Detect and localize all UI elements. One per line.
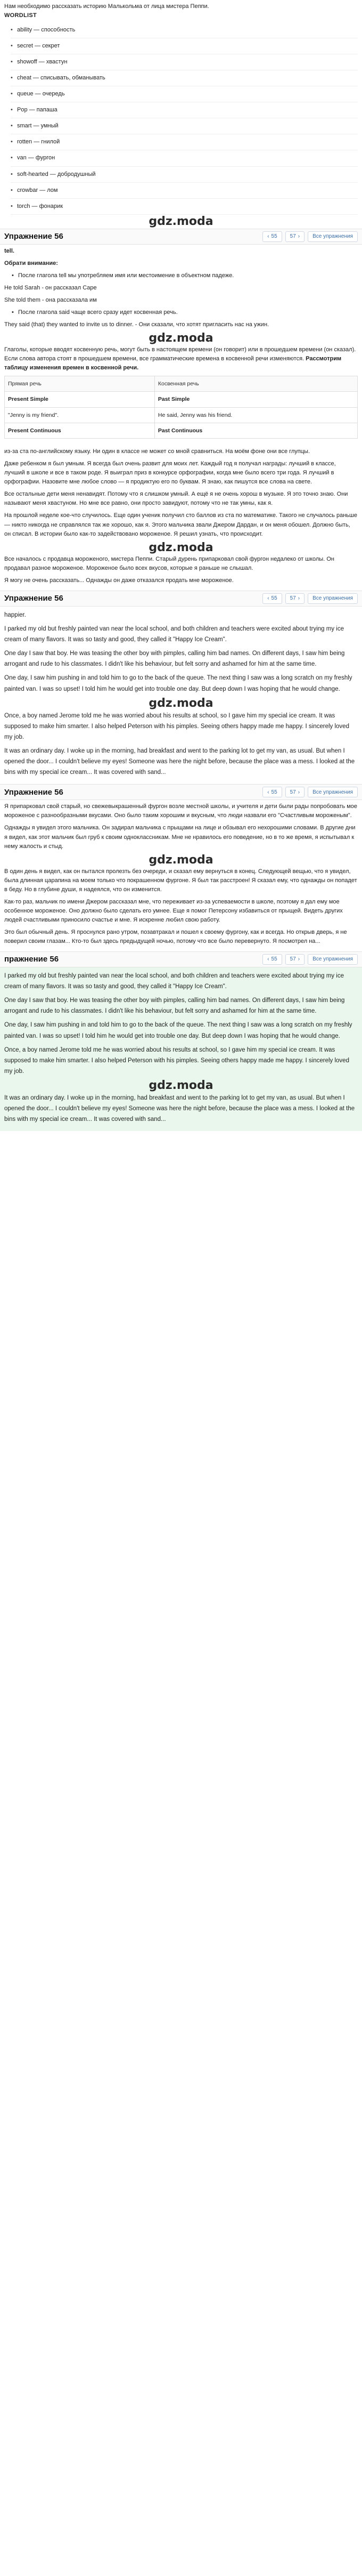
chevron-left-icon: ‹ bbox=[267, 595, 269, 601]
table-row bbox=[5, 392, 358, 407]
paragraph: One day, I saw him pushing in and told him to go to the back of the queue. The next thing I saw was a long scratch on my freshly painted van. I was so upset! I told him he would get into trouble one day. But deep down I was hoping that he would change. bbox=[4, 1022, 352, 1039]
intro-line: Нам необходимо рассказать историю Малькольма от лица мистера Пеппи. bbox=[4, 3, 209, 10]
wordlist bbox=[4, 22, 358, 215]
russian-story-2 bbox=[0, 800, 362, 951]
paragraph: Once, a boy named Jerome told me he was worried about his results at school, so I gave him my special ice cream. It was supposed to make him smarter. I also helped Peterson with his pimples. Seeing others happy made me happy. I sincerely loved my job. bbox=[4, 712, 349, 740]
paragraph: Я припарковал свой старый, но свежевыкрашенный фургон возле местной школы, и учителя и дети были рады попробовать мое мороженое с разнообразными вкусами. Оно было таким хорошим и вкусным, что люди назвали его "Счастливым мороженым". bbox=[4, 803, 358, 819]
paragraph: Я могу не очень рассказать... Однажды он даже отказался продать мне мороженое. bbox=[4, 577, 234, 584]
exercise-nav bbox=[262, 954, 358, 965]
example-text: He told Sarah - он рассказал Саре bbox=[4, 284, 97, 291]
table-cell: Present Continuous bbox=[5, 423, 155, 438]
english-story-2 bbox=[0, 967, 362, 1132]
exercise-title: Упражнение 56 bbox=[4, 594, 63, 603]
next-exercise-button[interactable]: 57 › bbox=[285, 593, 305, 604]
chevron-right-icon: › bbox=[298, 789, 300, 795]
paragraph: I parked my old but freshly painted van near the local school, and both children and teachers were excited about trying my ice cream of many flavors. It was so tasty and good, they called it "Happy Ice Cream". bbox=[4, 972, 344, 990]
paragraph: Once, a boy named Jerome told me he was worried about his results at school, so I gave him my special ice cream. It was supposed to make him smarter. I also helped Peterson with his pimples. Seeing others happy made me happy. I sincerely loved my job. bbox=[4, 1046, 349, 1075]
paragraph: It was an ordinary day. I woke up in the morning, had breakfast and went to the parking lot to get my van, as usual. But when I opened the door... I couldn't believe my eyes! Someone was here the night before, because the place was a mess. I looked at the bins with my special ice cream... It was covered with sand... bbox=[4, 1095, 355, 1123]
paragraph: They said (that) they wanted to invite us to dinner. - Они сказали, что хотят пригласить нас на ужин. bbox=[4, 321, 269, 328]
table-cell: "Jenny is my friend". bbox=[5, 407, 155, 423]
prev-exercise-button[interactable]: ‹ 55 bbox=[262, 593, 282, 604]
chevron-left-icon: ‹ bbox=[267, 956, 269, 963]
exercise-nav-bar bbox=[0, 784, 362, 800]
table-cell: Past Simple bbox=[154, 392, 357, 407]
paragraph: I parked my old but freshly painted van near the local school, and both children and teachers were excited about trying my ice cream of many flavors. It was so tasty and good, they called it "Happy Ice Cream". bbox=[4, 625, 344, 643]
paragraph: Даже ребенком я был умным. Я всегда был очень развит для моих лет. Каждый год я получал награды: лучший в классе, лучший в школе и все в таком роде. Я выиграл приз в конкурсе орфографии, когда мне было всего три года. Я лучший в орфографии. Назовите мне любое слово — я продиктую его по буквам. Я знаю, как пишутся все слова на свете. bbox=[4, 461, 336, 486]
notes-list-2 bbox=[4, 308, 358, 317]
table-cell: He said, Jenny was his friend. bbox=[154, 407, 357, 423]
table-row bbox=[5, 407, 358, 423]
paragraph: Все началось с продавца мороженого, мистера Пеппи. Старый дурень припарковал свой фургон недалеко от школы. Он продавал разное мороженое. Мороженое было всех вкусов, которые я раньше не слышал. bbox=[4, 555, 334, 571]
exercise-nav-bar bbox=[0, 951, 362, 967]
note-item: • После глагола said чаще всего сразу идет косвенная речь. bbox=[12, 308, 358, 317]
word-item: • crowbar — лом bbox=[11, 183, 358, 199]
word-item: • cheat — списывать, обманывать bbox=[11, 70, 358, 86]
paragraph: One day I saw that boy. He was teasing the other boy with pimples, calling him bad names. On different days, I saw him being arrogant and rude to his classmates. I didn't like his behaviour, but felt sorry and ashamed for him at the same time. bbox=[4, 650, 345, 668]
note-item: • После глагола tell мы употребляем имя или местоимение в объектном падеже. bbox=[12, 271, 358, 280]
watermark: gdz.moda bbox=[149, 853, 213, 867]
next-exercise-button[interactable]: 57 › bbox=[285, 954, 305, 965]
exercise-nav bbox=[262, 787, 358, 797]
paragraph: Это был обычный день. Я проснулся рано утром, позавтракал и пошел к своему фургону, как и всегда. Но открыв дверь, я не поверил своим глазам... Кто-то был здесь предыдущей ночью, потому что все было перевернуто. Я посмотрел на... bbox=[4, 928, 347, 944]
theory-section bbox=[0, 245, 362, 446]
chevron-right-icon: › bbox=[298, 233, 300, 239]
word-item: • soft-hearted — добродушный bbox=[11, 167, 358, 183]
paragraph: Все остальные дети меня ненавидят. Потому что я слишком умный. А ещё я не очень хорош в музыке. Я это точно знаю. Они называют меня хвастуном. Но мне все равно, они просто завидуют, потому что не так умны, как я. bbox=[4, 491, 348, 507]
attention-label: Обрати внимание: bbox=[4, 260, 58, 267]
wordlist-heading: WORDLIST bbox=[4, 12, 37, 19]
word-item: • torch — фонарик bbox=[11, 199, 358, 215]
watermark: gdz.moda bbox=[149, 540, 213, 554]
word-item: • smart — умный bbox=[11, 118, 358, 134]
all-exercises-button[interactable]: Все упражнения bbox=[308, 954, 358, 965]
word-item: • secret — секрет bbox=[11, 38, 358, 54]
prev-exercise-button[interactable]: ‹ 55 bbox=[262, 231, 282, 242]
chevron-left-icon: ‹ bbox=[267, 233, 269, 239]
paragraph: One day, I saw him pushing in and told him to go to the back of the queue. The next thing I saw was a long scratch on my freshly painted van. I was so upset! I told him he would get into trouble one day. But deep down I was hoping that he would change. bbox=[4, 675, 352, 692]
notes-list-1 bbox=[4, 271, 358, 280]
paragraph: В один день я видел, как он пытался пролезть без очереди, и сказал ему вернуться в конец. Следующей вещью, что я увидел, была длинная царапина на моем только что покрашенном фургоне. Я был так расстроен! Я сказал ему, что однажды он попадет в беду. Но в глубине души, я надеялся, что он изменится. bbox=[4, 868, 357, 893]
paragraph: из-за ста по-английскому языку. Ни один в классе не может со мной сравниться. На моём фоне они все глупцы. bbox=[4, 448, 310, 455]
chevron-right-icon: › bbox=[298, 595, 300, 601]
word-item: • showoff — хвастун bbox=[11, 54, 358, 70]
theory-head: tell. bbox=[4, 247, 14, 254]
russian-story-1 bbox=[0, 445, 362, 591]
example-text: She told them - она рассказала им bbox=[4, 296, 97, 303]
exercise-title: пражнение 56 bbox=[4, 955, 59, 964]
word-item: • rotten — гнилой bbox=[11, 134, 358, 150]
next-exercise-button[interactable]: 57 › bbox=[285, 787, 305, 797]
all-exercises-button[interactable]: Все упражнения bbox=[308, 593, 358, 604]
exercise-nav-bar bbox=[0, 229, 362, 245]
intro-section bbox=[0, 0, 362, 228]
exercise-title: Упражнение 56 bbox=[4, 232, 63, 241]
table-row bbox=[5, 423, 358, 438]
exercise-nav bbox=[262, 593, 358, 604]
prev-exercise-button[interactable]: ‹ 55 bbox=[262, 954, 282, 965]
exercise-nav bbox=[262, 231, 358, 242]
word-item: • queue — очередь bbox=[11, 86, 358, 102]
watermark: gdz.moda bbox=[149, 331, 213, 345]
exercise-nav-bar bbox=[0, 591, 362, 607]
table-cell: Past Continuous bbox=[154, 423, 357, 438]
exercise-title: Упражнение 56 bbox=[4, 787, 63, 797]
paragraph: Однажды я увидел этого мальчика. Он задирал мальчика с прыщами на лице и обзывал его нехорошими словами. В другие дни я видел, как этот мальчик был груб к своим одноклассникам. Мне не нравилось его поведение, но в то же время, я испытывал к нему жалость и стыд. bbox=[4, 825, 356, 850]
next-exercise-button[interactable]: 57 › bbox=[285, 231, 305, 242]
chevron-right-icon: › bbox=[298, 956, 300, 963]
word-item: • ability — способность bbox=[11, 22, 358, 38]
word-item: • van — фургон bbox=[11, 150, 358, 166]
paragraph: На прошлой неделе кое-что случилось. Еще один ученик получил сто баллов из ста по математике. Такого не случалось раньше — никто никогда не справлялся так же хорошо, как я. Этого мальчика звали Джером Дардан, и он меня обошел. Должно быть, он списал. В истории было как-то задействовано мороженое. Я решил узнать, что происходит. bbox=[4, 512, 357, 537]
paragraph: happier. bbox=[4, 611, 26, 618]
prev-exercise-button[interactable]: ‹ 55 bbox=[262, 787, 282, 797]
chevron-left-icon: ‹ bbox=[267, 789, 269, 795]
english-story-1 bbox=[0, 607, 362, 785]
table-header: Прямая речь bbox=[5, 376, 155, 392]
paragraph: Как-то раз, мальчик по имени Джером рассказал мне, что переживает из-за успеваемости в школе, поэтому я дал ему мое особенное мороженое. Оно должно было сделать его умнее. Еще я помог Петерсону избавиться от прыщей. Видеть других людей счастливыми приносило счастье и мне. Я искренне любил свою работу. bbox=[4, 898, 343, 923]
watermark: gdz.moda bbox=[149, 214, 213, 228]
watermark: gdz.moda bbox=[149, 696, 213, 710]
watermark: gdz.moda bbox=[149, 1079, 213, 1093]
table-header: Косвенная речь bbox=[154, 376, 357, 392]
paragraph: Глаголы, которые вводят косвенную речь, могут быть в настоящем времени (он говорит) или в прошедшем времени (он сказал). Если слова автора стоят в прошедшем времени, все грамматические времена в косвенной речи изменяются. Рассмотрим таблицу изменения времен в косвенной речи. bbox=[4, 346, 356, 372]
paragraph: It was an ordinary day. I woke up in the morning, had breakfast and went to the parking lot to get my van, as usual. But when I opened the door... I couldn't believe my eyes! Someone was here the night before, because the place was a mess. I looked at the bins with my special ice cream... It was covered with sand... bbox=[4, 748, 355, 776]
paragraph: One day I saw that boy. He was teasing the other boy with pimples, calling him bad names. On different days, I saw him being arrogant and rude to his classmates. I didn't like his behaviour, but felt sorry and ashamed for him at the same time. bbox=[4, 997, 345, 1015]
tense-table bbox=[4, 376, 358, 439]
all-exercises-button[interactable]: Все упражнения bbox=[308, 787, 358, 797]
all-exercises-button[interactable]: Все упражнения bbox=[308, 231, 358, 242]
word-item: • Pop — папаша bbox=[11, 102, 358, 118]
table-cell: Present Simple bbox=[5, 392, 155, 407]
